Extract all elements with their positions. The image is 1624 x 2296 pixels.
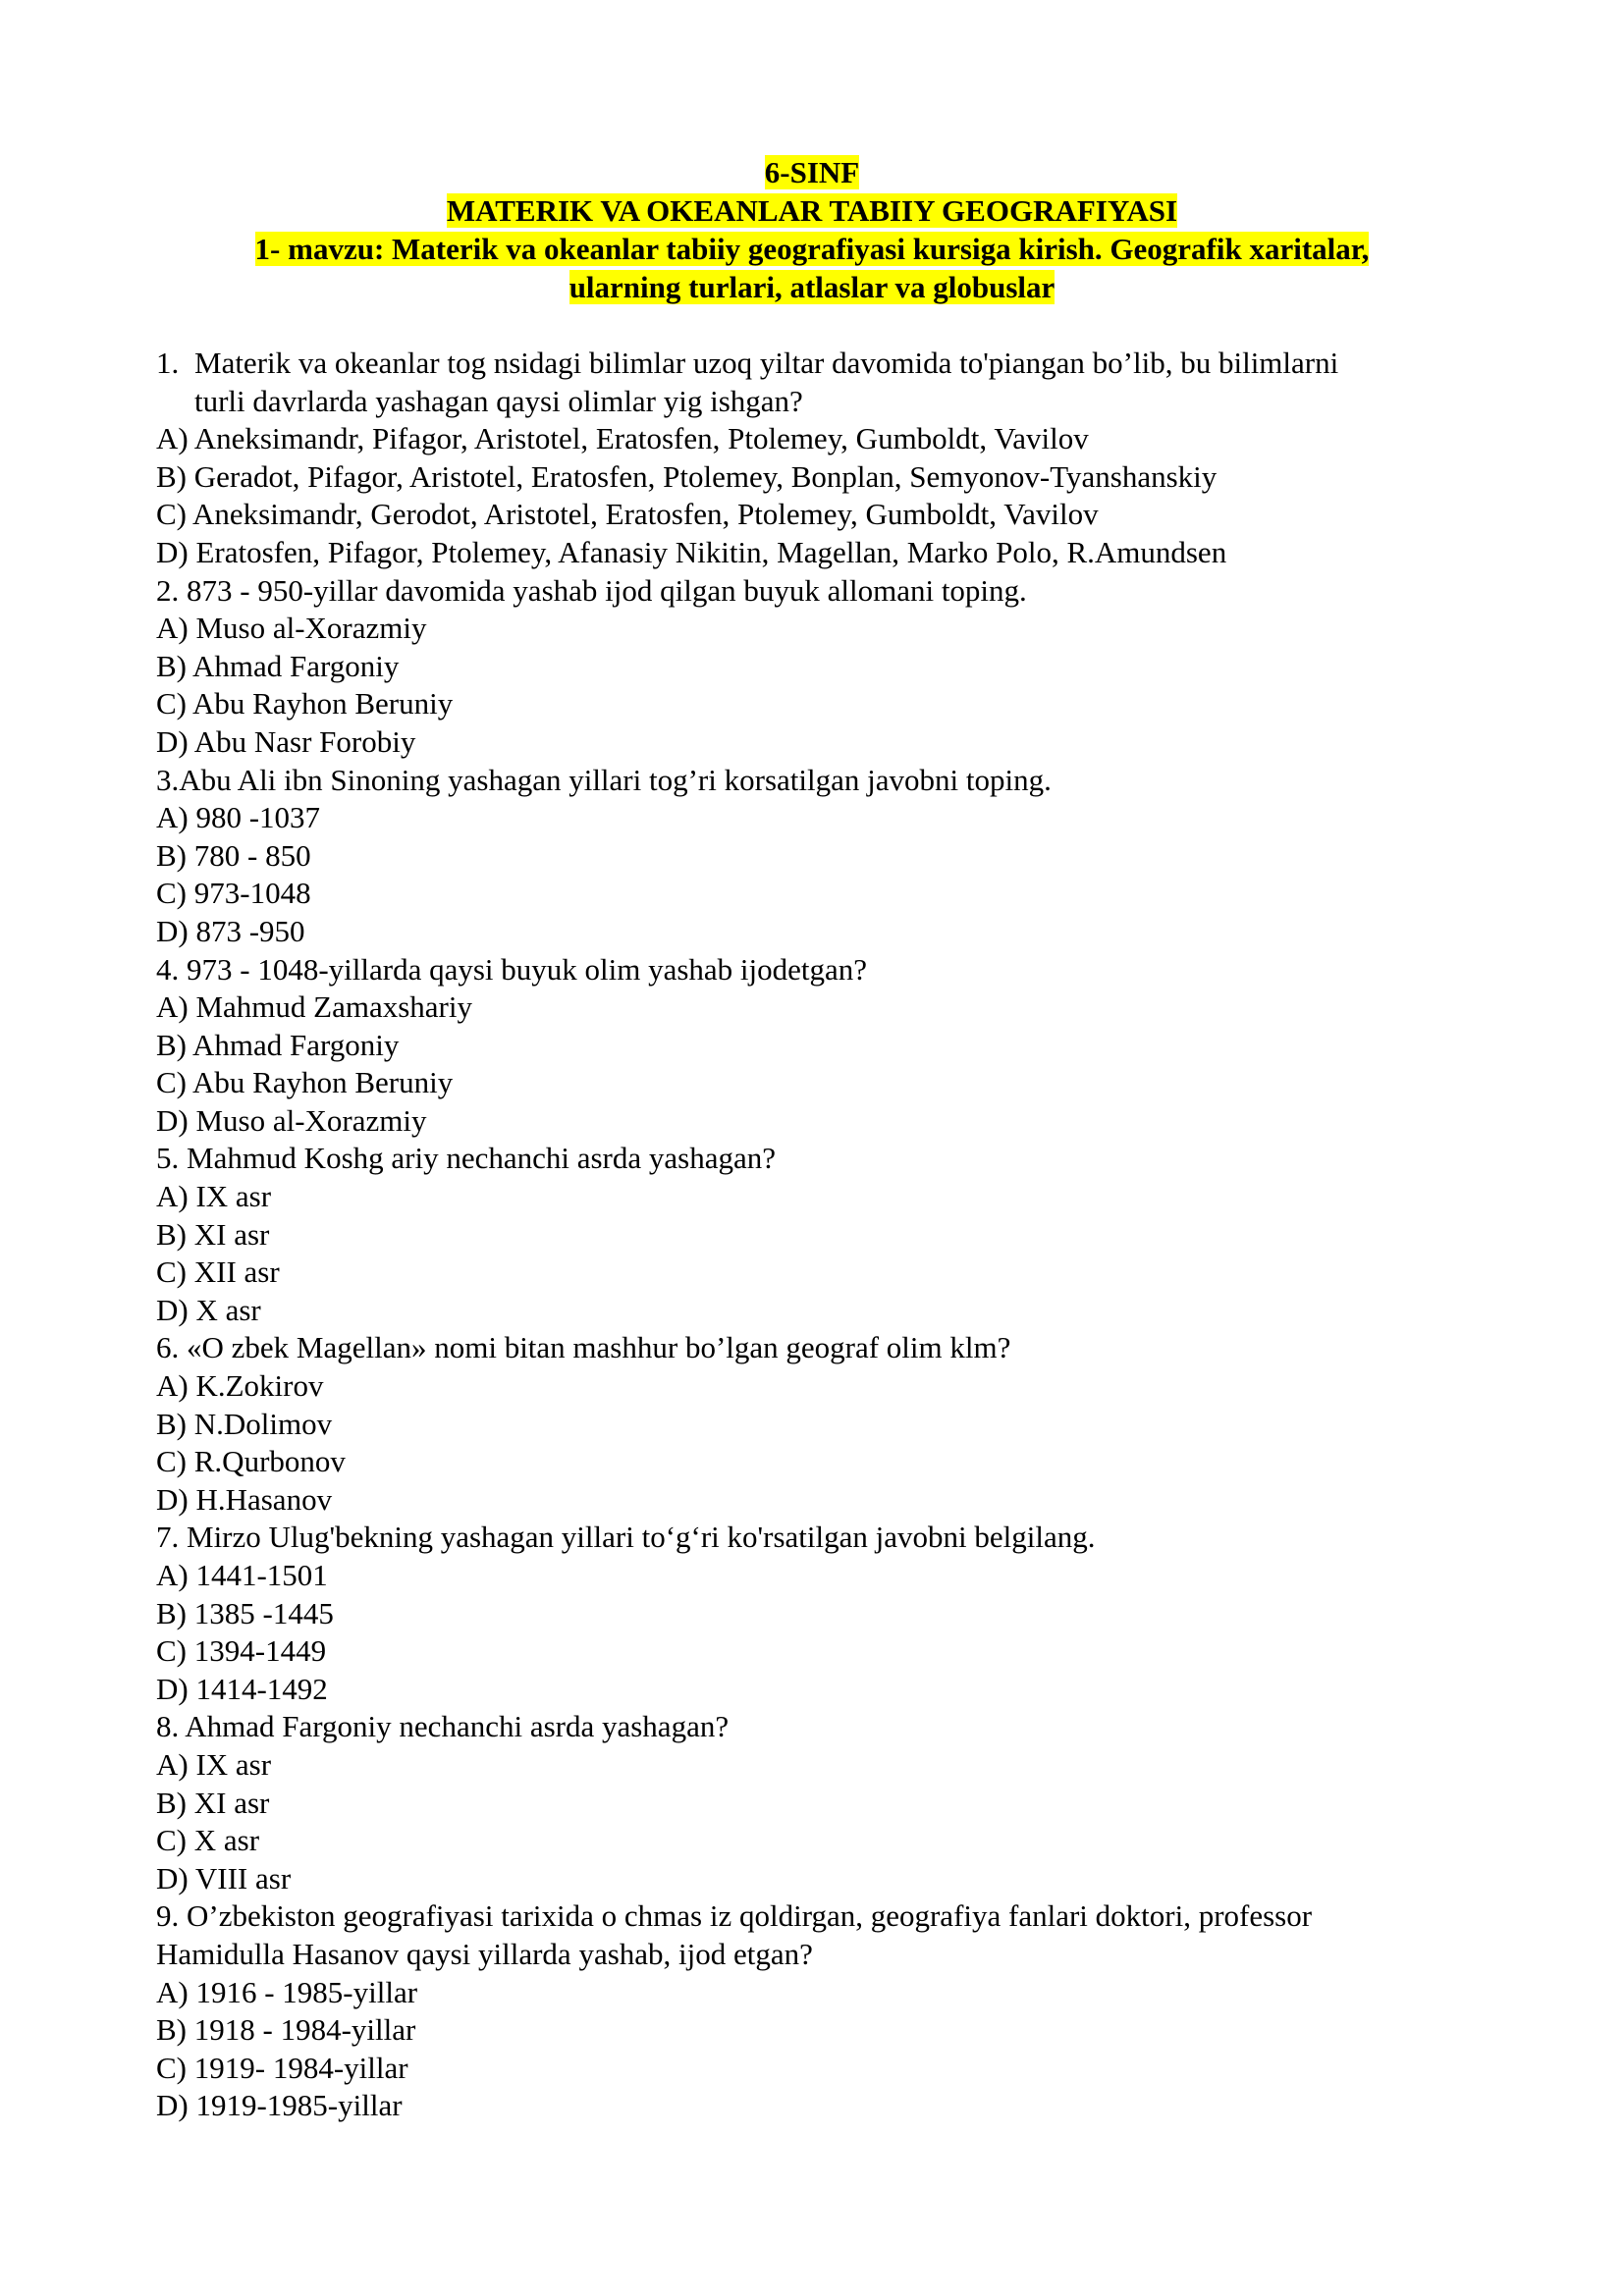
question-7-option-c: C) 1394-1449 — [156, 1633, 327, 1669]
question-list — [156, 345, 1462, 2125]
question-3-option-c: C) 973-1048 — [156, 876, 311, 911]
question-1-option-a: A) Aneksimandr, Pifagor, Aristotel, Eratosfen, Ptolemey, Gumboldt, Vavilov — [156, 421, 1089, 456]
question-5-option-b: B) XI asr — [156, 1216, 270, 1252]
question-5-option-c: C) XII asr — [156, 1255, 280, 1290]
question-8-option-b: B) XI asr — [156, 1785, 270, 1820]
question-1-text-line-2: turli davrlarda yashagan qaysi olimlar yig ishgan? — [194, 383, 803, 418]
question-1 — [156, 345, 1462, 572]
subject-heading: MATERIK VA OKEANLAR TABIIY GEOGRAFIYASI — [446, 193, 1178, 228]
question-2-option-b: B) Ahmad Fargoniy — [156, 648, 400, 683]
question-6-option-b: B) N.Dolimov — [156, 1406, 333, 1441]
question-7-option-b: B) 1385 -1445 — [156, 1595, 334, 1630]
question-4-option-a: A) Mahmud Zamaxshariy — [156, 989, 472, 1025]
question-2-text: 2. 873 - 950-yillar davomida yashab ijod qilgan buyuk allomani toping. — [156, 572, 1027, 608]
question-4 — [156, 951, 1462, 1141]
question-2-option-d: D) Abu Nasr Forobiy — [156, 723, 416, 759]
question-3-option-a: A) 980 -1037 — [156, 800, 321, 835]
topic-heading-line-2: ularning turlari, atlaslar va globuslar — [568, 270, 1056, 304]
question-5-option-d: D) X asr — [156, 1292, 261, 1327]
document-header — [0, 153, 1624, 306]
question-7-option-a: A) 1441-1501 — [156, 1558, 328, 1592]
question-9-option-c: C) 1919- 1984-yillar — [156, 2050, 408, 2085]
question-5 — [156, 1140, 1462, 1329]
question-8-text: 8. Ahmad Fargoniy nechanchi asrda yashagan? — [156, 1709, 730, 1744]
question-9-option-a: A) 1916 - 1985-yillar — [156, 1974, 418, 2009]
question-6-option-d: D) H.Hasanov — [156, 1481, 333, 1517]
question-4-option-d: D) Muso al-Xorazmiy — [156, 1102, 427, 1138]
question-7 — [156, 1519, 1462, 1708]
question-1-text-line-1: Materik va okeanlar tog nsidagi bilimlar uzoq yiltar davomida to'piangan bo’lib, bu bilimlarni — [194, 346, 1339, 380]
question-9-option-b: B) 1918 - 1984-yillar — [156, 2012, 416, 2048]
question-9 — [156, 1897, 1462, 2125]
question-1-option-b: B) Geradot, Pifagor, Aristotel, Eratosfen, Ptolemey, Bonplan, Semyonov-Tyanshanskiy — [156, 458, 1218, 494]
question-3-option-b: B) 780 - 850 — [156, 837, 311, 873]
question-8-option-a: A) IX asr — [156, 1746, 272, 1782]
question-1-option-d: D) Eratosfen, Pifagor, Ptolemey, Afanasiy Nikitin, Magellan, Marko Polo, R.Amundsen — [156, 534, 1227, 569]
question-9-text-line-1: 9. O’zbekiston geografiyasi tarixida o chmas iz qoldirgan, geografiya fanlari doktori, professor — [156, 1898, 1313, 1934]
question-2 — [156, 572, 1462, 762]
topic-heading-line-1: 1- mavzu: Materik va okeanlar tabiiy geografiyasi kursiga kirish. Geografik xaritalar, — [254, 232, 1370, 266]
question-6 — [156, 1329, 1462, 1519]
question-3 — [156, 762, 1462, 951]
question-1-option-c: C) Aneksimandr, Gerodot, Aristotel, Eratosfen, Ptolemey, Gumboldt, Vavilov — [156, 497, 1099, 532]
question-2-option-a: A) Muso al-Xorazmiy — [156, 611, 427, 646]
question-6-text: 6. «O zbek Magellan» nomi bitan mashhur bo’lgan geograf olim klm? — [156, 1330, 1011, 1365]
question-3-text: 3.Abu Ali ibn Sinoning yashagan yillari tog’ri korsatilgan javobni toping. — [156, 762, 1052, 797]
question-9-option-d: D) 1919-1985-yillar — [156, 2088, 403, 2123]
question-8 — [156, 1708, 1462, 1897]
question-1-number: 1. — [156, 346, 180, 380]
grade-heading: 6-SINF — [764, 155, 860, 189]
question-3-option-d: D) 873 -950 — [156, 913, 305, 948]
question-7-option-d: D) 1414-1492 — [156, 1671, 328, 1706]
question-1-text — [156, 345, 1462, 420]
question-5-option-a: A) IX asr — [156, 1179, 272, 1214]
question-5-text: 5. Mahmud Koshg ariy nechanchi asrda yashagan? — [156, 1141, 776, 1176]
question-8-option-c: C) X asr — [156, 1823, 260, 1858]
question-6-option-c: C) R.Qurbonov — [156, 1444, 346, 1479]
question-6-option-a: A) K.Zokirov — [156, 1368, 324, 1404]
question-7-text: 7. Mirzo Ulug'bekning yashagan yillari to‘g‘ri ko'rsatilgan javobni belgilang. — [156, 1520, 1096, 1555]
question-4-option-b: B) Ahmad Fargoniy — [156, 1027, 400, 1062]
question-2-option-c: C) Abu Rayhon Beruniy — [156, 686, 454, 721]
question-4-text: 4. 973 - 1048-yillarda qaysi buyuk olim yashab ijodetgan? — [156, 951, 868, 987]
question-9-text-line-2: Hamidulla Hasanov qaysi yillarda yashab, ijod etgan? — [156, 1936, 813, 1971]
question-8-option-d: D) VIII asr — [156, 1860, 292, 1896]
question-4-option-c: C) Abu Rayhon Beruniy — [156, 1065, 454, 1100]
